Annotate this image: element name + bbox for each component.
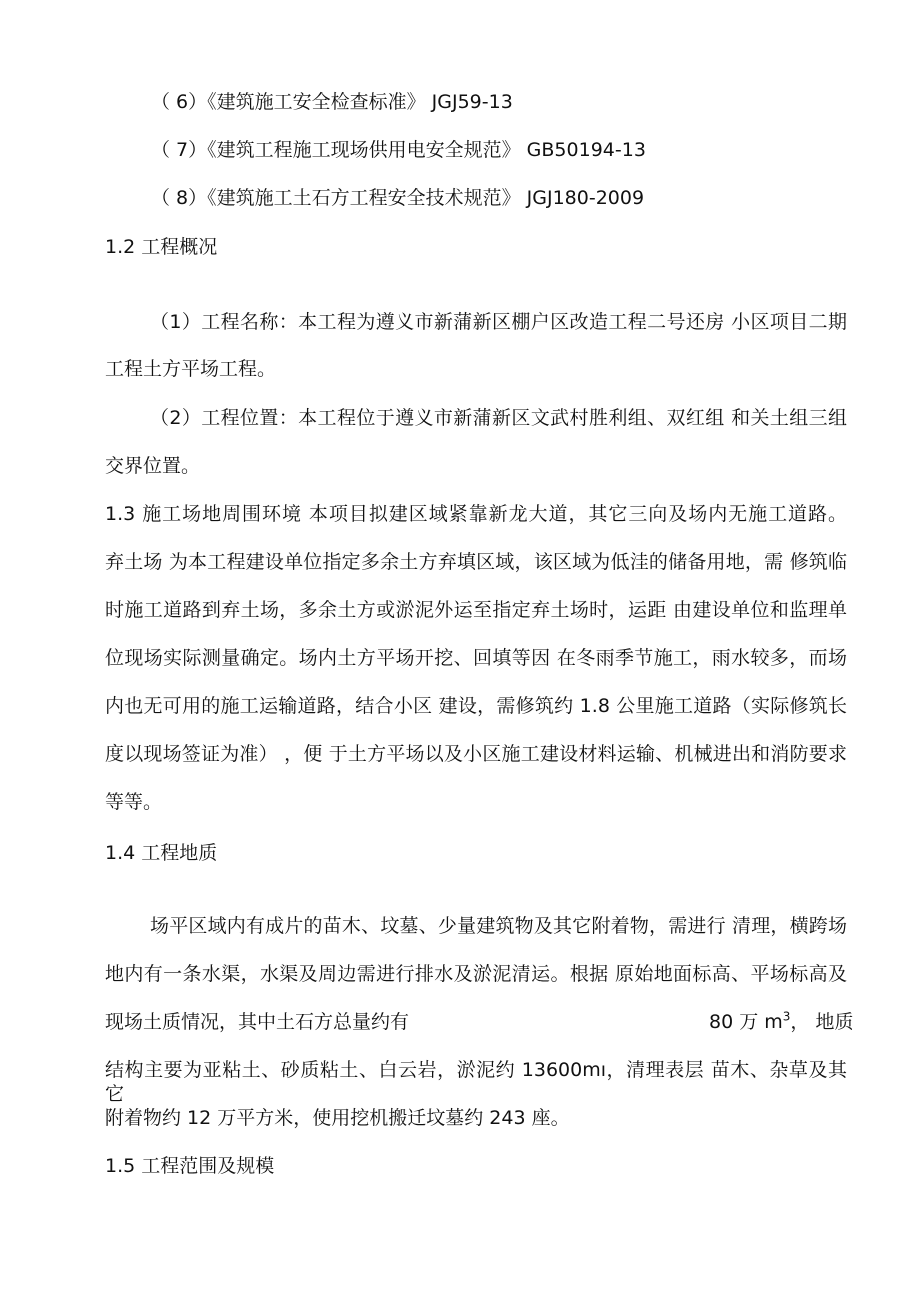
environment-line-5: 内也无可用的施工运输道路，结合小区 建设，需修筑约 1.8 公里施工道路（实际修筑长 (105, 695, 847, 717)
project-name-line-1: （1）工程名称：本工程为遵义市新蒲新区棚户区改造工程二号还房 小区项目二期 (150, 311, 847, 333)
project-name-line-2: 工程土方平场工程。 (105, 358, 277, 380)
reference-6: （ 6）《建筑施工安全检查标准》 JGJ59-13 (151, 91, 513, 113)
earthwork-total (709, 1010, 853, 1034)
geology-line-5: 附着物约 12 万平方米，使用挖机搬迁坟墓约 243 座。 (105, 1107, 570, 1129)
project-location-line-2: 交界位置。 (105, 455, 201, 477)
environment-line-4: 位现场实际测量确定。场内土方平场开挖、回填等因 在冬雨季节施工，雨水较多，而场 (105, 647, 847, 669)
cubic-superscript: 3 (782, 1009, 791, 1024)
environment-line-7: 等等。 (105, 791, 163, 813)
environment-line-1: 1.3 施工场地周围环境 本项目拟建区域紧靠新龙大道，其它三向及场内无施工道路。 (105, 503, 847, 525)
environment-line-2: 弃土场 为本工程建设单位指定多余土方弃填区域，该区域为低洼的储备用地，需 修筑临 (105, 551, 847, 573)
environment-line-3: 时施工道路到弃土场，多余土方或淤泥外运至指定弃土场时，运距 由建设单位和监理单 (105, 599, 847, 621)
earthwork-value: 80 万 m (709, 1011, 783, 1033)
geology-line-3 (105, 1009, 854, 1034)
reference-7: （ 7）《建筑工程施工现场供用电安全规范》 GB50194-13 (151, 139, 646, 161)
geology-line-1: 场平区域内有成片的苗木、坟墓、少量建筑物及其它附着物，需进行 清理，横跨场 (150, 915, 847, 937)
geology-line-3-text: 现场土质情况，其中土石方总量约有 (105, 1011, 410, 1033)
geology-line-2: 地内有一条水渠，水渠及周边需进行排水及淤泥清运。根据 原始地面标高、平场标高及 (105, 963, 847, 985)
heading-1-4: 1.4 工程地质 (105, 842, 218, 864)
heading-1-5: 1.5 工程范围及规模 (105, 1155, 275, 1177)
project-location-line-1: （2）工程位置：本工程位于遵义市新蒲新区文武村胜利组、双红组 和关土组三组 (150, 407, 847, 429)
environment-line-6: 度以现场签证为准） ，便 于土方平场以及小区施工建设材料运输、机械进出和消防要求 (105, 743, 847, 765)
reference-8: （ 8）《建筑施工土石方工程安全技术规范》 JGJ180-2009 (151, 187, 645, 209)
geology-line-3-end: ， 地质 (790, 1011, 854, 1033)
heading-1-2: 1.2 工程概况 (105, 236, 218, 258)
geology-line-4: 结构主要为亚粘土、砂质粘土、白云岩，淤泥约 13600mı，清理表层 苗木、杂草及其它 (105, 1059, 847, 1105)
